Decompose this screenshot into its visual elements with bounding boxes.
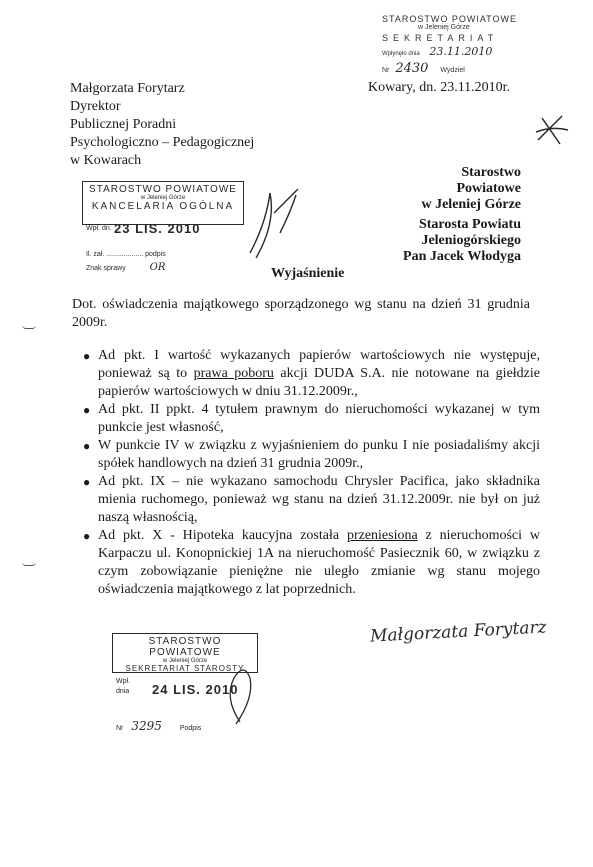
stamp-received: Wpłynęło dnia 23.11.2010 [382, 45, 493, 58]
stamp-ref-handwritten: OR [149, 262, 166, 273]
handwritten-initials-icon [246, 183, 302, 263]
signature: Małgorzata Forytarz [369, 617, 548, 647]
stamp-chancellery [82, 181, 244, 273]
sender-name: Małgorzata Forytarz [70, 81, 185, 96]
bullet-icon: ● [83, 349, 91, 363]
bullet-icon: ● [83, 529, 91, 543]
stamp-received-handwritten: 23.11.2010 [429, 45, 493, 58]
handwritten-mark-icon [532, 110, 572, 150]
sender-line: Dyrektor [70, 99, 121, 114]
margin-mark [22, 325, 36, 329]
recipient-person [333, 217, 521, 265]
sender-block [70, 80, 254, 170]
stamp-chancellery-box [82, 181, 244, 225]
stamp-dept: KANCELARIA OGÓLNA [91, 201, 235, 212]
stamp-received-date: 23 LIS. 2010 [114, 221, 201, 236]
list-item: ● Ad pkt. X - Hipoteka kaucyjna została przeniesiona z nieruchomości w Karpaczu ul. Konopnickiej 1A na nieruchomość Pasiecznik 60, w związku z czym zobowiązanie pieniężne nie uległo zmianie wg stanu mojego oświadczenia majątkowego z lat poprzednich. [83, 528, 540, 597]
stamp-nr-handwritten: 3295 [131, 719, 162, 733]
bullet-icon: ● [83, 403, 91, 417]
stamp-nr: Nr 2430 Wydziel [382, 61, 465, 76]
margin-mark [22, 562, 36, 566]
sender-line: Psychologiczno – Pedagogicznej [70, 135, 255, 150]
stamp-city: w Jeleniej Górze [140, 195, 186, 201]
list-item: ● Ad pkt. IX – nie wykazano samochodu Chrysler Pacifica, jako składnika mienia ruchomego, ponieważ wg stanu na dzień 31.12.2009r. nie był on już naszą własnością, [83, 474, 540, 525]
explanation-list [80, 347, 540, 599]
recipient-office-name: Starostwo Powiatowe [456, 165, 521, 196]
stamp-ref: Znak sprawy OR [86, 262, 166, 273]
handwritten-loop-icon [220, 658, 260, 728]
stamp-dept: SEKRETARIAT STAROSTY [125, 664, 245, 673]
stamp-office: STAROSTWO POWIATOWE [148, 636, 222, 658]
stamp-office: STAROSTWO POWIATOWE [382, 14, 517, 24]
stamp-received-label: Wpł. [116, 678, 130, 685]
bullet-icon: ● [83, 439, 91, 453]
recipient-office [411, 165, 521, 213]
stamp-received-label: Wpł. dn. [86, 225, 112, 232]
recipient-person-name: Pan Jacek Włodyga [403, 249, 521, 264]
recipient-office-city: w Jeleniej Górze [421, 197, 521, 212]
stamp-received-date: 24 LIS. 2010 [152, 682, 239, 697]
subject-line: Dot. oświadczenia majątkowego sporządzonego wg stanu na dzień 31 grudnia 2009r. [72, 297, 530, 330]
list-item: ● Ad pkt. II ppkt. 4 tytułem prawnym do nieruchomości wykazanej w tym punkcie jest własność, [83, 402, 540, 435]
stamp-top-right [382, 14, 522, 76]
stamp-city: w Jeleniej Górze [162, 658, 208, 664]
list-item: ● W punkcie IV w związku z wyjaśnieniem do punku I nie posiadaliśmy akcji spółek handlowych na dzień 31 grudnia 2009r., [83, 438, 540, 471]
stamp-received-label: dnia [116, 688, 130, 695]
stamp-nr: Nr 3295 Podpis [116, 719, 202, 733]
stamp-office: STAROSTWO POWIATOWE [89, 184, 237, 195]
list-item: ● Ad pkt. I wartość wykazanych papierów wartościowych nie występuje, ponieważ są to prawa poboru akcji DUDA S.A. nie notowane na giełdzie papierów wartościowych w dniu 31.12.2009r., [83, 348, 540, 399]
sender-line: Publicznej Poradni [70, 117, 177, 132]
stamp-nr-handwritten: 2430 [395, 61, 429, 76]
stamp-attach-label: Il. zał. ................... podpis [86, 251, 166, 258]
stamp-dept: SEKRETARIAT [382, 33, 499, 43]
date-place: Kowary, dn. 23.11.2010r. [368, 80, 511, 95]
stamp-city: w Jeleniej Górze [418, 24, 470, 31]
document-heading: Wyjaśnienie [271, 266, 345, 281]
sender-line: w Kowarach [70, 153, 142, 168]
recipient-person-title: Starosta Powiatu Jeleniogórskiego [418, 217, 521, 248]
bullet-icon: ● [83, 475, 91, 489]
